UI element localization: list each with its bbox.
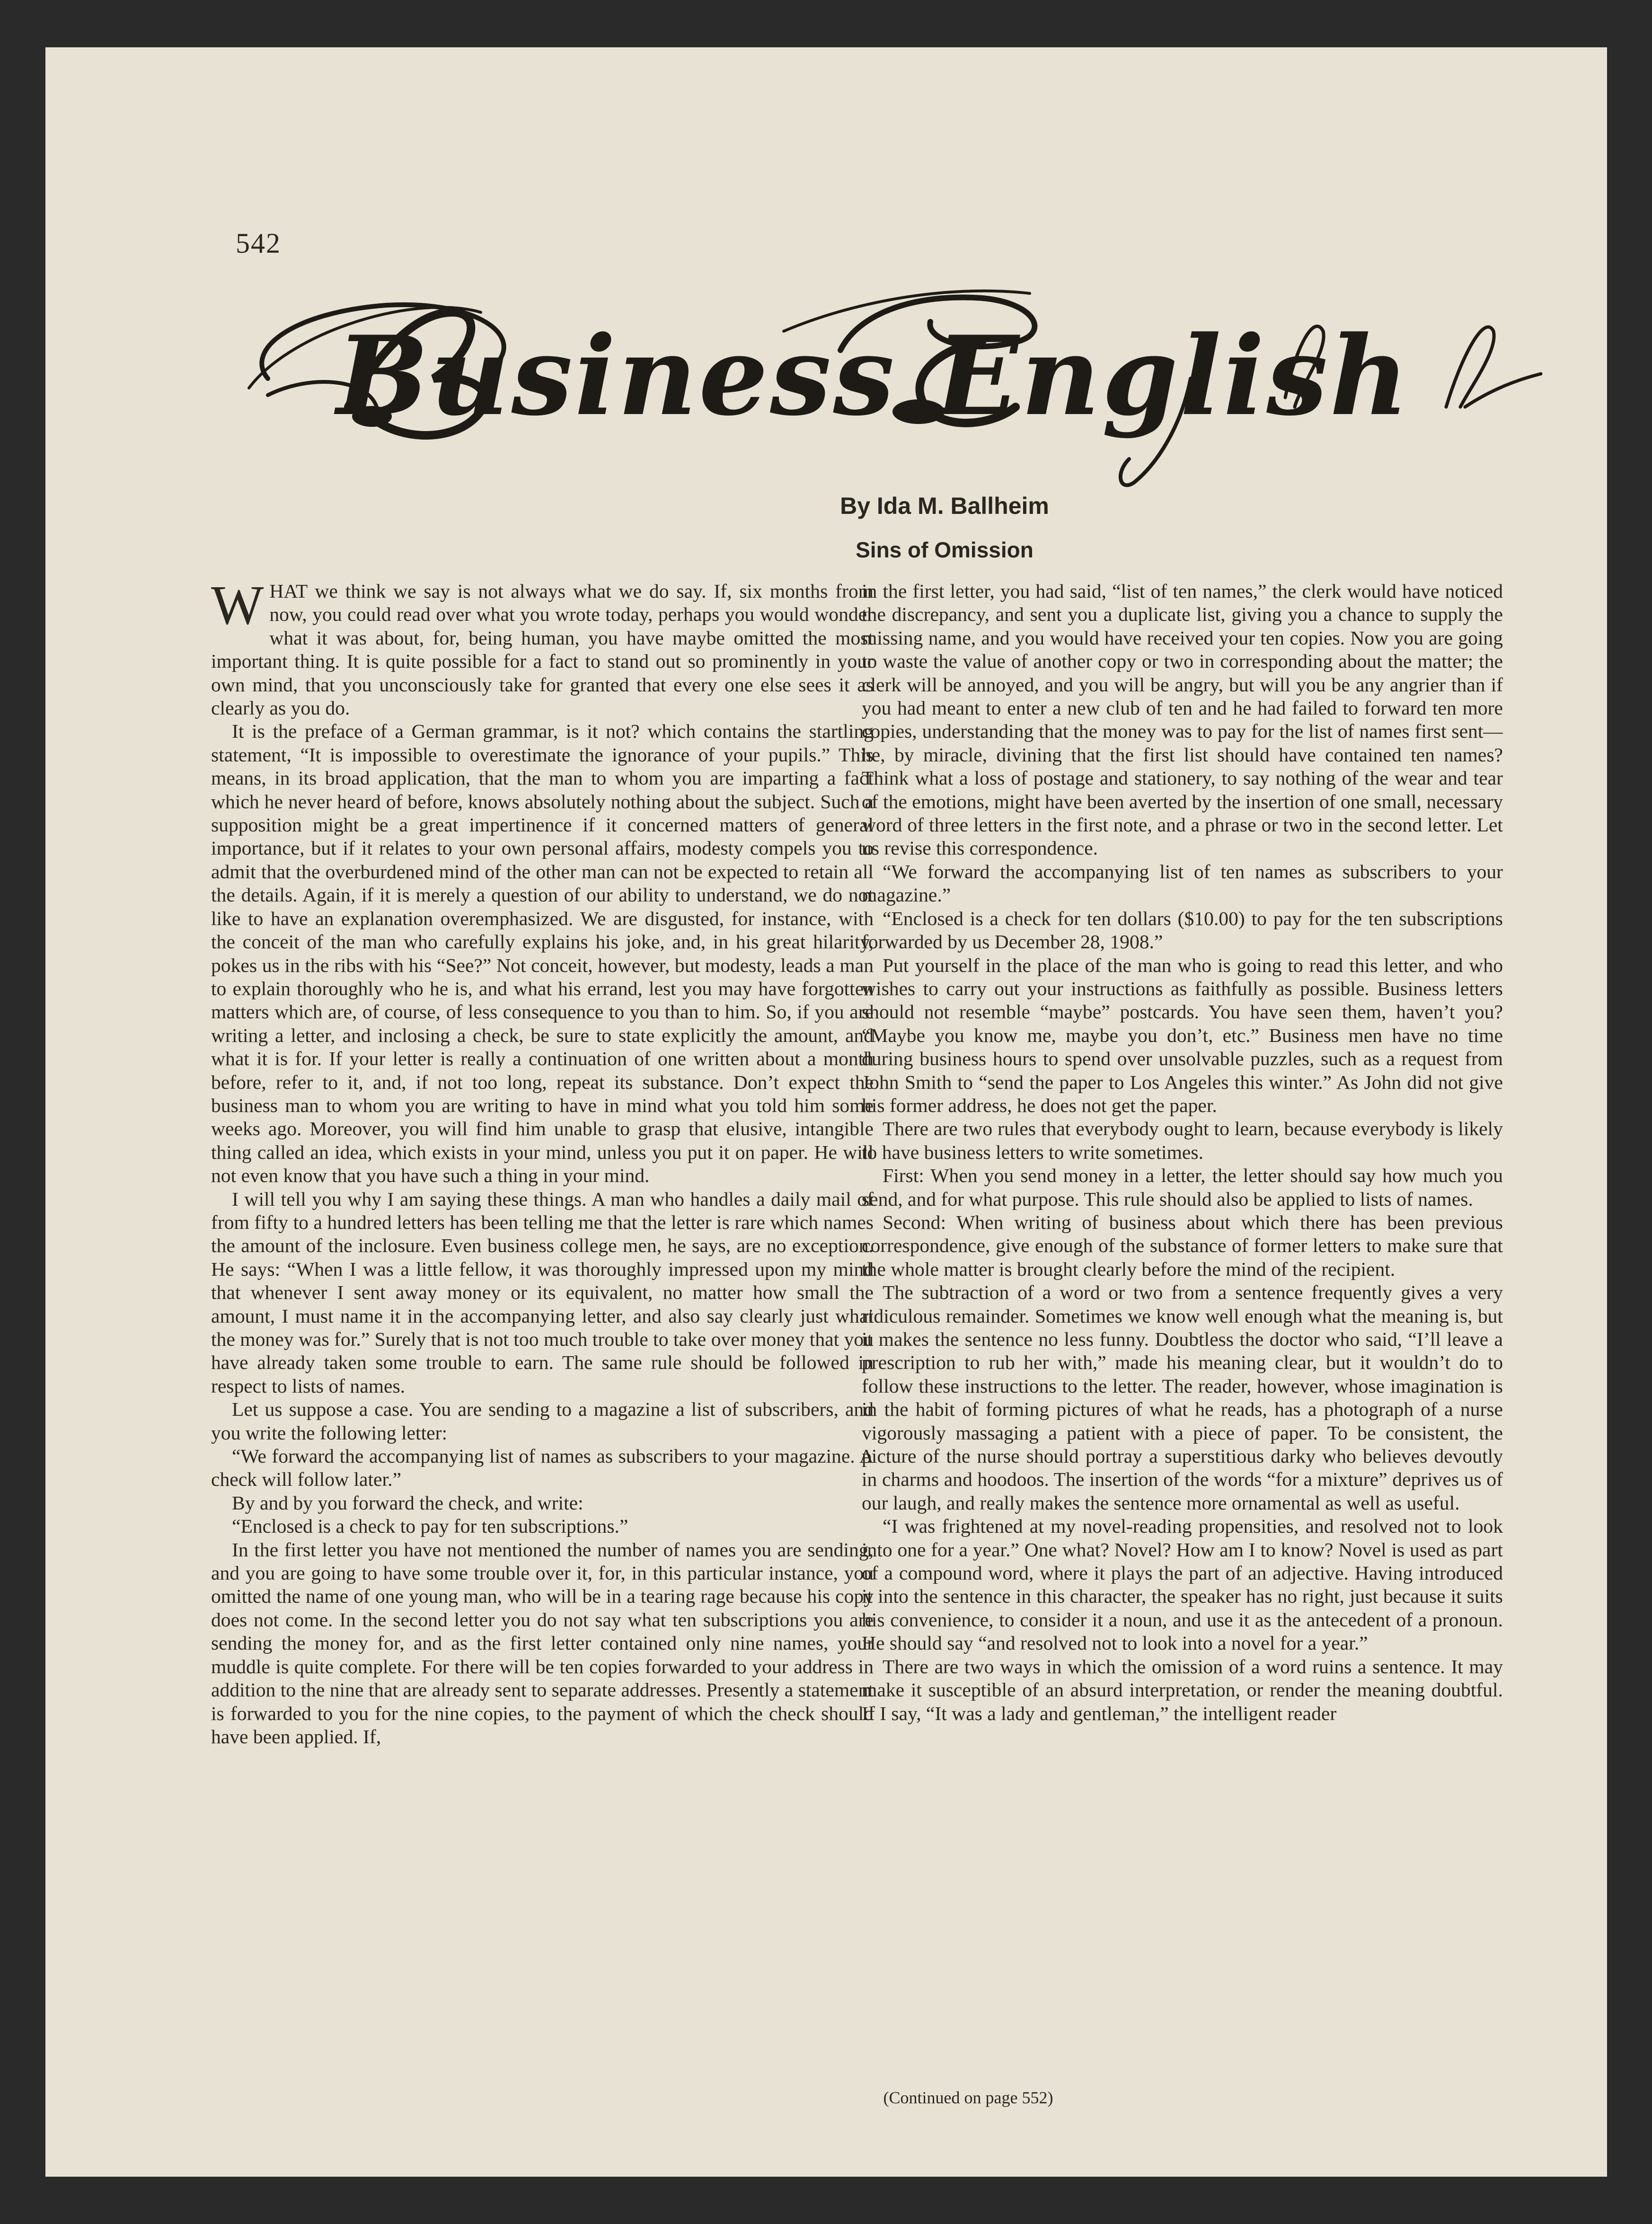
continued-note: (Continued on page 552) bbox=[883, 2088, 1053, 2107]
paragraph-text: Second: When writing of business about which there has been previous correspondence, give enough of the substance of former letters to make sure that the whole matter is brought clearly before the mind of the recipient. bbox=[862, 1211, 1503, 1280]
paragraph bbox=[862, 1211, 1503, 1281]
page-number: 542 bbox=[236, 228, 281, 259]
magazine-page bbox=[45, 47, 1607, 2177]
paragraph bbox=[862, 580, 1503, 860]
paragraph-text: I will tell you why I am saying these things. A man who handles a daily mail of from fifty to a hundred letters has been telling me that the letter is rare which names the amount of the inclosure. Even business college men, he says, are no exception. He says: “When I was a little fellow, it was thoroughly impressed upon my mind that whenever I sent away money or its equivalent, no matter how small the amount, I must name it in the accompanying letter, and also say clearly just what the money was for.” Surely that is not too much trouble to take over money that you have already taken some trouble to earn. The same rule should be followed in respect to lists of names. bbox=[211, 1188, 874, 1397]
subheading: Sins of Omission bbox=[856, 538, 1034, 562]
paragraph-text: Let us suppose a case. You are sending to a magazine a list of subscribers, and you write the following letter: bbox=[211, 1398, 874, 1444]
paragraph-text: “We forward the accompanying list of names as subscribers to your magazine. A check will follow later.” bbox=[211, 1445, 874, 1491]
paragraph bbox=[862, 907, 1503, 954]
paragraph-text: There are two ways in which the omission of a word ruins a sentence. It may make it susceptible of an absurd interpretation, or render the meaning doubtful. If I say, “It was a lady and gentleman,” the intelligent reader bbox=[862, 1655, 1503, 1724]
paragraph-text: “We forward the accompanying list of ten names as subscribers to your magazine.” bbox=[862, 860, 1503, 906]
paragraph-text: First: When you send money in a letter, the letter should say how much you send, and for what purpose. This rule should also be applied to lists of names. bbox=[862, 1165, 1503, 1210]
title-text: Business English bbox=[336, 312, 1411, 440]
drop-cap: W bbox=[211, 580, 264, 636]
paragraph-text: in the first letter, you had said, “list of ten names,” the clerk would have noticed the discrepancy, and sent you a duplicate list, giving you a chance to supply the missing name, and you would have received your ten copies. Now you are going to waste the value of another copy or two in corresponding about the matter; the clerk will be annoyed, and you will be angry, but will you be any angrier than if you had meant to enter a new club of ten and he had failed to forward ten more copies, understanding that the money was to pay for the list of names first sent—he, by miracle, divining that the first list should have contained ten names? Think what a loss of postage and stationery, to say nothing of the wear and tear of the emotions, might have been averted by the insertion of one small, necessary word of three letters in the first note, and a phrase or two in the second letter. Let us revise this correspondence. bbox=[862, 580, 1503, 859]
byline: By Ida M. Ballheim bbox=[840, 493, 1049, 519]
right-column bbox=[862, 580, 1503, 2061]
paragraph bbox=[862, 1655, 1503, 1725]
paragraph-text: There are two rules that everybody ought to learn, because everybody is likely to have business letters to write sometimes. bbox=[862, 1118, 1503, 1163]
paragraph-text: “I was frightened at my novel-reading propensities, and resolved not to look into one for a year.” One what? Novel? How am I to know? Novel is used as part of a compound word, where it plays the part of an adjective. Having introduced it into the sentence in this character, the speaker has no right, just because it suits his convenience, to consider it a noun, and use it as the antecedent of a pronoun. He should say “and resolved not to look into a novel for a year.” bbox=[862, 1515, 1503, 1654]
left-column bbox=[211, 580, 874, 2061]
paragraph bbox=[211, 1445, 874, 1491]
paragraph bbox=[862, 1281, 1503, 1515]
paragraph-text: “Enclosed is a check to pay for ten subscriptions.” bbox=[232, 1515, 628, 1537]
paragraph bbox=[211, 1515, 874, 1538]
paragraph bbox=[862, 1164, 1503, 1211]
paragraph-text: HAT we think we say is not always what we do say. If, six months from now, you could read over what you wrote today, perhaps you would wonder what it was about, for, being human, you have maybe omitted the most important thing. It is quite possible for a fact to stand out so prominently in your own mind, that you unconsciously take for granted that every one else sees it as clearly as you do. bbox=[211, 580, 874, 719]
paragraph-text: In the first letter you have not mentioned the number of names you are sending, and you are going to have some trouble over it, for, in this particular instance, you omitted the name of one young man, who will be in a tearing rage because his copy does not come. In the second letter you do not say what ten subscriptions you are sending the money for, and as the first letter contained only nine names, your muddle is quite complete. For there will be ten copies forwarded to your address in addition to the nine that are already sent to separate addresses. Presently a statement is forwarded to you for the nine copies, to the payment of which the check should have been applied. If, bbox=[211, 1538, 874, 1747]
paragraph bbox=[211, 1491, 874, 1515]
paragraph-text: It is the preface of a German grammar, is it not? which contains the startling statement, “It is impossible to overestimate the ignorance of your pupils.” This means, in its broad application, that the man to whom you are imparting a fact which he never heard of before, knows absolutely nothing about the subject. Such a supposition might be a great impertinence if it concerned matters of general importance, but if it relates to your own personal affairs, modesty compels you to admit that the overburdened mind of the other man can not be expected to retain all the details. Again, if it is merely a question of our ability to understand, we do not like to have an explanation overemphasized. We are disgusted, for instance, with the conceit of the man who carefully explains his joke, and, in his great hilarity, pokes us in the ribs with his “See?” Not conceit, however, but modesty, leads a man to explain thoroughly who he is, and what his errand, lest you may have forgotten matters which are, of course, of less consequence to you than to him. So, if you are writing a letter, and inclosing a check, be sure to state explicitly the amount, and what it is for. If your letter is really a continuation of one written about a month before, refer to it, and, if not too long, repeat its substance. Don’t expect the business man to whom you are writing to have in mind what you told him some weeks ago. Moreover, you will find him unable to grasp that elusive, intangible thing called an idea, which exists in your mind, unless you put it on paper. He will not even know that you have such a thing in your mind. bbox=[211, 720, 874, 1187]
paragraph bbox=[211, 1538, 874, 1749]
paragraph bbox=[862, 860, 1503, 907]
paragraph-text: Put yourself in the place of the man who is going to read this letter, and who wishes to carry out your instructions as faithfully as possible. Business letters should not resemble “maybe” postcards. You have seen them, haven’t you? “Maybe you know me, maybe you don’t, etc.” Business men have no time during business hours to spend over unsolvable puzzles, such as a request from John Smith to “send the paper to Los Angeles this winter.” As John did not give his former address, he does not get the paper. bbox=[862, 954, 1503, 1116]
paragraph bbox=[862, 1515, 1503, 1655]
paragraph-text: By and by you forward the check, and write: bbox=[232, 1491, 583, 1514]
paragraph-text: The subtraction of a word or two from a sentence frequently gives a very ridiculous remainder. Sometimes we know well enough what the meaning is, but it makes the sentence no less funny. Doubtless the doctor who said, “I’ll leave a prescription to rub her with,” made his meaning clear, but it wouldn’t do to follow these instructions to the letter. The reader, however, whose imagination is in the habit of forming pictures of what he reads, has a photograph of a nurse vigorously massaging a patient with a piece of paper. To be consistent, the picture of the nurse should portray a superstitious darky who believes devoutly in charms and hoodoos. The insertion of the words “for a mixture” deprives us of our laugh, and really makes the sentence more ornamental as well as useful. bbox=[862, 1281, 1503, 1514]
paragraph bbox=[211, 580, 874, 720]
paragraph bbox=[862, 1117, 1503, 1164]
paragraph bbox=[211, 720, 874, 1187]
paragraph bbox=[862, 954, 1503, 1118]
paragraph-text: “Enclosed is a check for ten dollars ($10.00) to pay for the ten subscriptions forwarded by us December 28, 1908.” bbox=[862, 907, 1503, 953]
paragraph bbox=[211, 1398, 874, 1445]
paragraph bbox=[211, 1188, 874, 1398]
